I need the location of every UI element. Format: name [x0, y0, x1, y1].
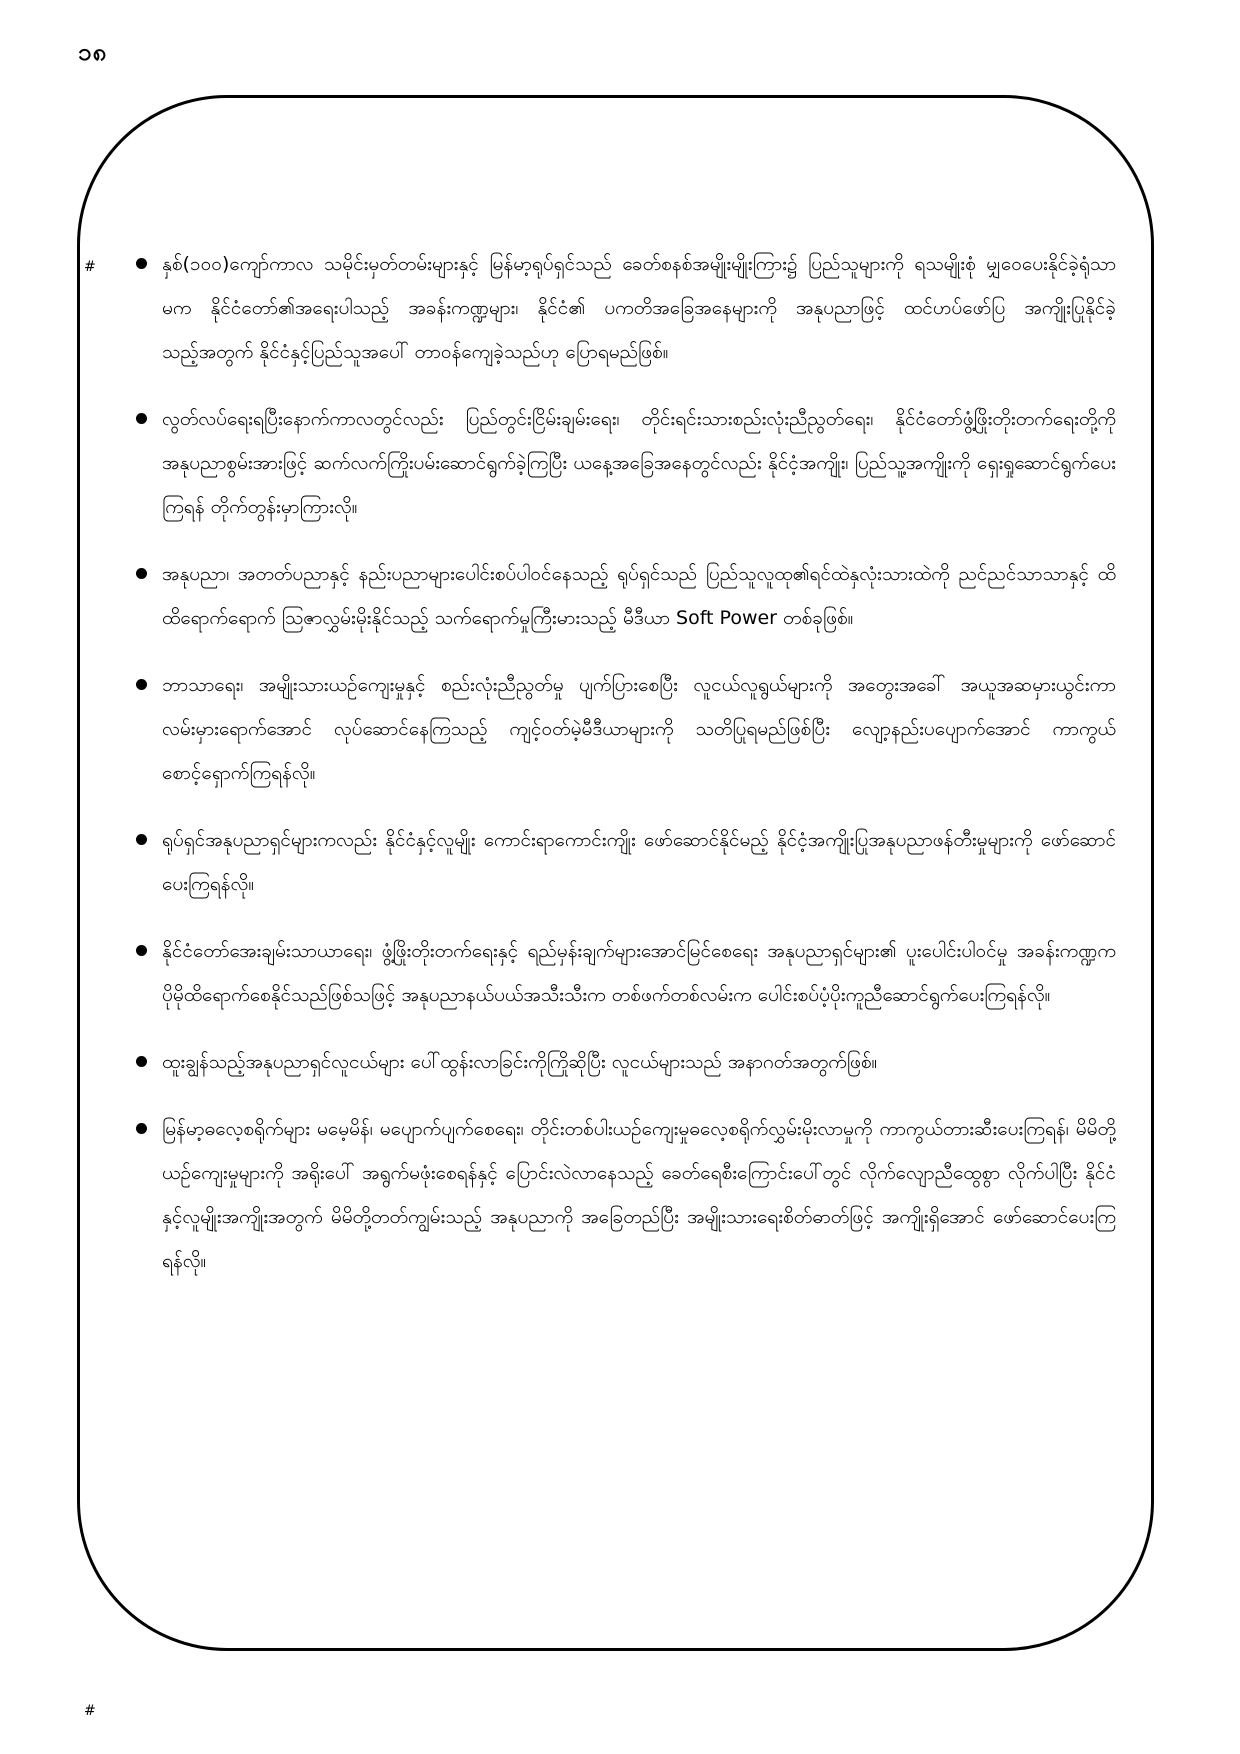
- bullet-text: နှစ်(၁၀၀)ကျော်ကာလ သမိုင်းမှတ်တမ်းများနှင့် မြန်မာ့ရုပ်ရှင်သည် ခေတ်စနစ်အမျိုးမျိုးကြား၌ ပြည်သူများကို ရသမျိုးစုံ မျှဝေပေးနိုင်ခဲ့ရုံသာမက နိုင်ငံတော်၏အရေးပါသည့် အခန်းကဏ္ဍများ၊ နိုင်ငံ၏ ပကတိအခြေအနေများကို အနုပညာဖြင့် ထင်ဟပ်ဖော်ပြ အကျိုးပြုနိုင်ခဲ့သည့်အတွက် နိုင်ငံနှင့်ပြည်သူအပေါ် တာဝန်ကျေခဲ့သည်ဟု ပြောရမည်ဖြစ်။: [162, 253, 1116, 363]
- bullet-dot-icon: [136, 945, 147, 956]
- bullet-text: နိုင်ငံတော်အေးချမ်းသာယာရေး၊ ဖွံ့ဖြိုးတိုးတက်ရေးနှင့် ရည်မှန်းချက်များအောင်မြင်စေရေး အနုပညာရှင်များ၏ ပူးပေါင်းပါဝင်မှု အခန်းကဏ္ဍက ပိုမိုထိရောက်စေနိုင်သည်ဖြစ်သဖြင့် အနုပညာနယ်ပယ်အသီးသီးက တစ်ဖက်တစ်လမ်းက ပေါင်းစပ်ပံ့ပိုးကူညီဆောင်ရွက်ပေးကြရန်လို။: [162, 940, 1116, 1006]
- hash-mark-top: #: [84, 259, 96, 275]
- bullet-list: [136, 242, 1116, 1306]
- bullet-dot-icon: [136, 413, 147, 424]
- bullet-dot-icon: [136, 568, 147, 579]
- list-item: [136, 929, 1116, 1017]
- list-item: [136, 1040, 1116, 1084]
- bullet-dot-icon: [136, 1056, 147, 1067]
- list-item: [136, 818, 1116, 906]
- bullet-dot-icon: [136, 1123, 147, 1134]
- list-item: [136, 397, 1116, 529]
- hash-mark-bottom: #: [84, 1703, 96, 1719]
- bullet-dot-icon: [136, 679, 147, 690]
- bullet-text: အနုပညာ၊ အတတ်ပညာနှင့် နည်းပညာများပေါင်းစပ်ပါဝင်နေသည့် ရုပ်ရှင်သည် ပြည်သူလူထု၏ရင်ထဲနှလုံးသားထဲကို ညင်ညင်သာသာနှင့် ထိထိရောက်ရောက် ဩဇာလွှမ်းမိုးနိုင်သည့် သက်ရောက်မှုကြီးမားသည့် မီဒီယာ Soft Power တစ်ခုဖြစ်။: [162, 563, 1116, 629]
- list-item: [136, 663, 1116, 795]
- bullet-dot-icon: [136, 834, 147, 845]
- bullet-text: ထူးချွန်သည့်အနုပညာရှင်လူငယ်များ ပေါ်ထွန်းလာခြင်းကိုကြိုဆိုပြီး လူငယ်များသည် အနာဂတ်အတွက်ဖြစ်။: [162, 1051, 878, 1073]
- bullet-text: လွတ်လပ်ရေးရပြီးနောက်ကာလတွင်လည်း ပြည်တွင်းငြိမ်းချမ်းရေး၊ တိုင်းရင်းသားစည်းလုံးညီညွတ်ရေး၊ နိုင်ငံတော်ဖွံ့ဖြိုးတိုးတက်ရေးတို့ကို အနုပညာစွမ်းအားဖြင့် ဆက်လက်ကြိုးပမ်းဆောင်ရွက်ခဲ့ကြပြီး ယနေ့အခြေအနေတွင်လည်း နိုင်ငံ့အကျိုး၊ ပြည်သူ့အကျိုးကို ရှေးရှုဆောင်ရွက်ပေးကြရန် တိုက်တွန်းမှာကြားလို။: [162, 408, 1116, 518]
- list-item: [136, 1107, 1116, 1283]
- list-item: [136, 552, 1116, 640]
- bullet-text: မြန်မာ့ဓလေ့စရိုက်များ မမေ့မိန်၊ မပျောက်ပျက်စေရေး၊ တိုင်းတစ်ပါးယဉ်ကျေးမှုဓလေ့စရိုက်လွှမ်းမိုးလာမှုကို ကာကွယ်တားဆီးပေးကြရန်၊ မိမိတို့ယဉ်ကျေးမှုများကို အရိုးပေါ် အရွက်မဖုံးစေရန်နှင့် ပြောင်းလဲလာနေသည့် ခေတ်ရေစီးကြောင်းပေါ်တွင် လိုက်လျောညီထွေစွာ လိုက်ပါပြီး နိုင်ငံနှင့်လူမျိုးအကျိုးအတွက် မိမိတို့တတ်ကျွမ်းသည့် အနုပညာကို အခြေတည်ပြီး အမျိုးသားရေးစိတ်ဓာတ်ဖြင့် အကျိုးရှိအောင် ဖော်ဆောင်ပေးကြရန်လို။: [162, 1118, 1116, 1272]
- list-item: [136, 242, 1116, 374]
- bullet-dot-icon: [136, 258, 147, 269]
- bullet-text: ဘာသာရေး၊ အမျိုးသားယဉ်ကျေးမှုနှင့် စည်းလုံးညီညွတ်မှု ပျက်ပြားစေပြီး လူငယ်လူရွယ်များကို အတွေးအခေါ် အယူအဆမှားယွင်းကာ လမ်းမှားရောက်အောင် လုပ်ဆောင်နေကြသည့် ကျင့်ဝတ်မဲ့မီဒီယာများကို သတိပြုရမည်ဖြစ်ပြီး လျော့နည်းပပျောက်အောင် ကာကွယ်စောင့်ရှောက်ကြရန်လို။: [162, 674, 1116, 784]
- bullet-text: ရုပ်ရှင်အနုပညာရှင်များကလည်း နိုင်ငံနှင့်လူမျိုး ကောင်းရာကောင်းကျိုး ဖော်ဆောင်နိုင်မည့် နိုင်ငံ့အကျိုးပြုအနုပညာဖန်တီးမှုများကို ဖော်ဆောင်ပေးကြရန်လို။: [162, 829, 1116, 895]
- page-number: ၁၈: [78, 38, 108, 66]
